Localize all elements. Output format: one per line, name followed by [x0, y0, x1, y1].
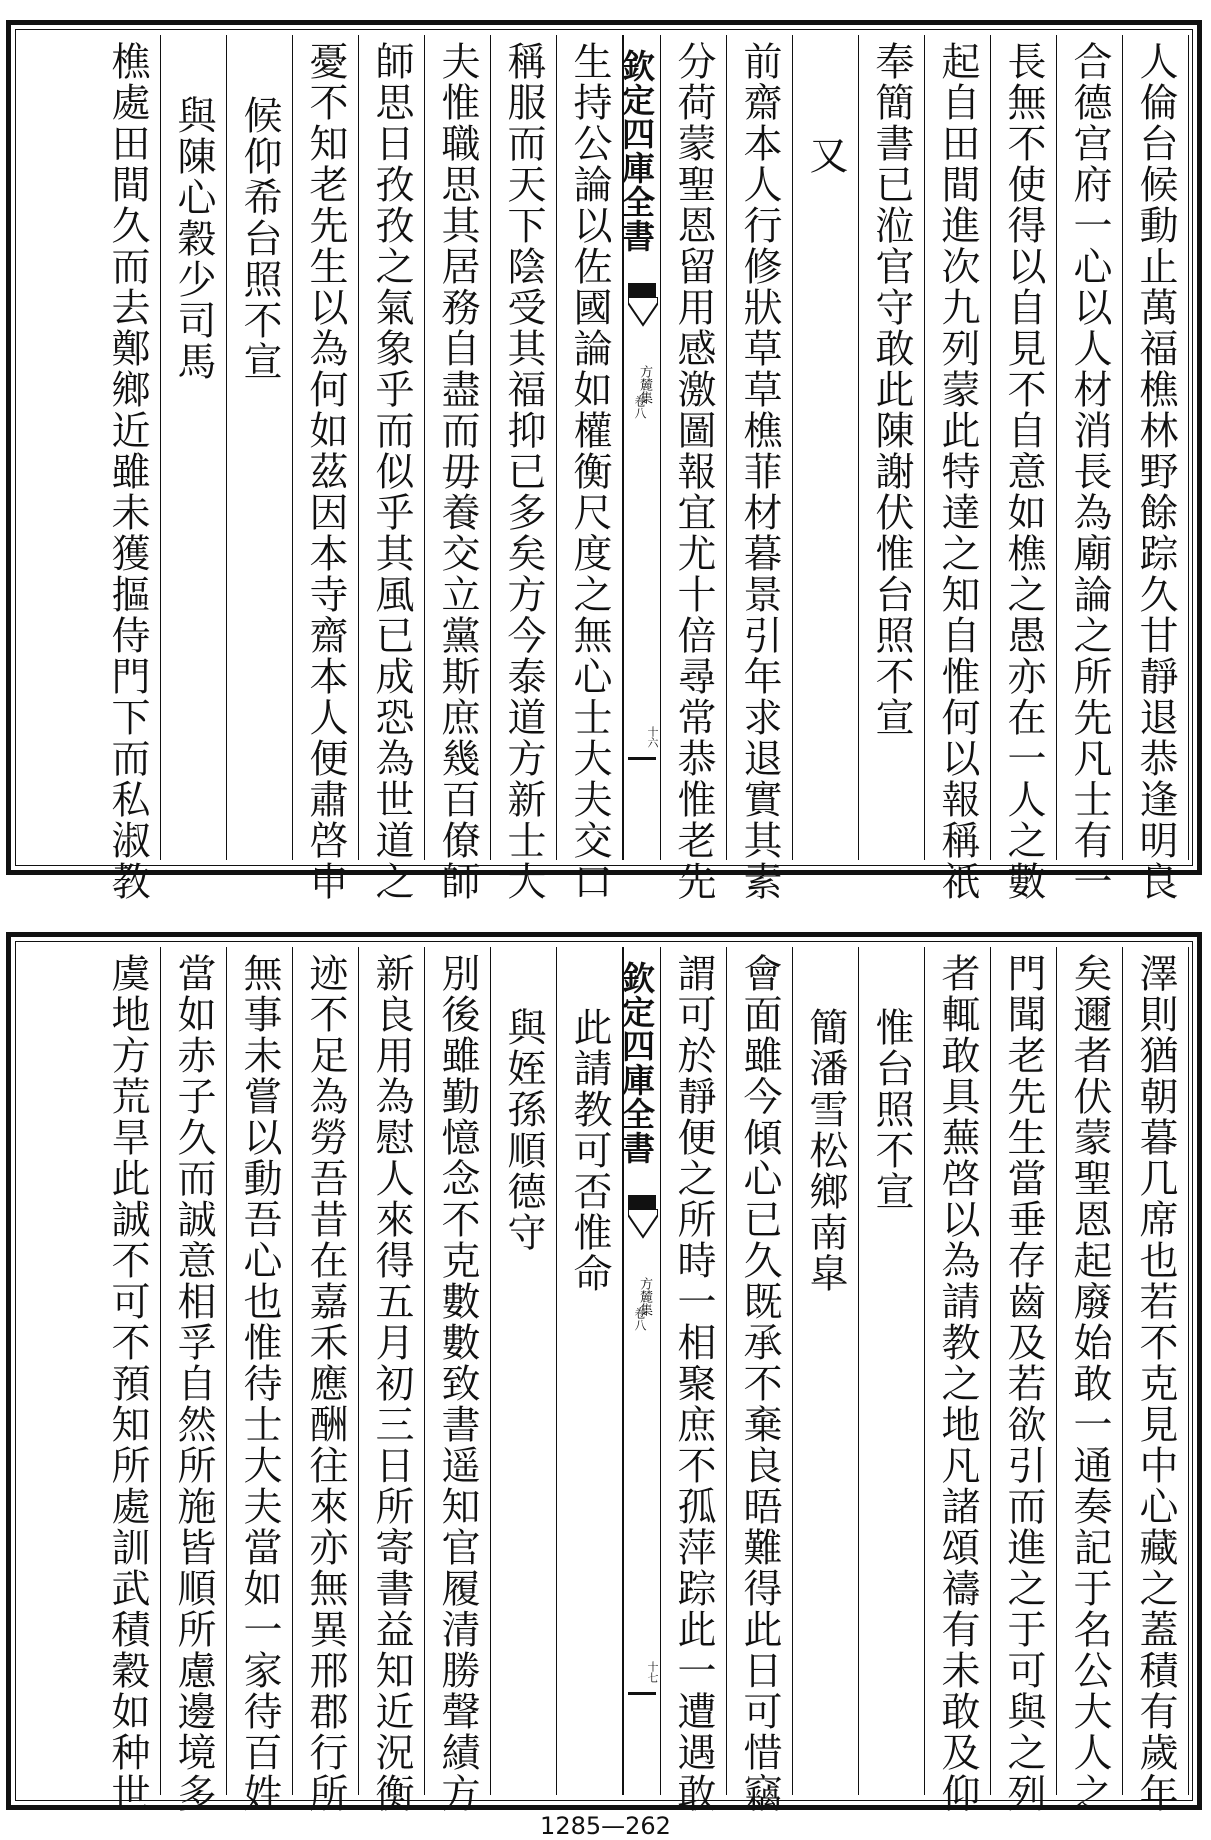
bottom-page-panel — [6, 932, 1202, 1814]
text-column — [161, 947, 227, 1814]
text-column — [661, 35, 727, 902]
column-text: 謂可於靜便之所時一相聚庶不孤萍踪此一遭遇敢 — [671, 953, 716, 1814]
column-text: 合德宫府一心以人材消長為廟論之所先凡士有一 — [1067, 41, 1112, 902]
column-text: 門聞老先生當垂存齒及若欲引而進之于可與之列 — [1001, 953, 1046, 1814]
leaf-rule — [628, 1692, 656, 1695]
text-column — [1123, 947, 1189, 1814]
text-column — [95, 947, 161, 1814]
column-text: 夫惟職思其居務自盡而毋養交立黨斯庶幾百僚師 — [435, 41, 480, 902]
book-name: 方麓集 — [637, 1277, 652, 1316]
text-column — [859, 35, 925, 860]
fishtail-bar — [628, 283, 656, 297]
text-column — [425, 947, 491, 1814]
text-column — [793, 35, 859, 860]
column-text: 澤則猶朝暮几席也若不克見中心藏之蓋積有歲年 — [1133, 953, 1178, 1814]
column-text: 生持公論以佐國論如權衡尺度之無心士大夫交口 — [567, 41, 612, 902]
text-column — [925, 35, 991, 902]
text-column — [991, 947, 1057, 1814]
text-column — [425, 35, 491, 902]
text-column — [991, 35, 1057, 902]
column-text: 會面雖今傾心已久既承不棄良晤難得此日可惜竊 — [737, 953, 782, 1814]
text-column — [557, 35, 623, 902]
series-title: 欽定四庫全書 — [617, 961, 656, 1165]
text-column — [793, 947, 859, 1795]
fishtail-ornament-icon — [628, 297, 658, 337]
column-text: 師思日孜孜之氣象乎而似乎其風已成恐為世道之 — [369, 41, 414, 902]
column-text: 者輒敢具蕪啓以為請教之地凡諸頌禱有未敢及仰 — [935, 953, 980, 1814]
column-text: 此請教可否惟命 — [567, 1007, 612, 1294]
text-column — [727, 35, 793, 902]
text-column — [359, 947, 425, 1814]
column-text: 稱服而天下陰受其福抑已多矣方今泰道方新士大 — [501, 41, 546, 902]
text-column — [95, 35, 161, 902]
text-column — [727, 947, 793, 1814]
column-text: 奉簡書已涖官守敢此陳謝伏惟台照不宣 — [869, 41, 914, 738]
column-text: 簡潘雪松鄉南皐 — [803, 1007, 848, 1294]
column-text: 前齋本人行修狀草草樵菲材暮景引年求退實其素 — [737, 41, 782, 902]
column-text: 與陳心穀少司馬 — [171, 95, 216, 382]
column-text: 矣邇者伏蒙聖恩起廢始敢一通奏記于名公大人之 — [1067, 953, 1112, 1814]
column-text: 迹不足為勞吾昔在嘉禾應酬往來亦無異邢郡行所 — [303, 953, 348, 1814]
footer-page-number: 1285—262 — [540, 1812, 671, 1840]
text-column — [293, 35, 359, 902]
series-title: 欽定四庫全書 — [617, 49, 656, 253]
column-text: 樵處田間久而去鄭鄉近雖未獲摳侍門下而私淑教 — [105, 41, 150, 902]
text-column — [859, 947, 925, 1795]
column-text: 長無不使得以自見不自意如樵之愚亦在一人之數 — [1001, 41, 1046, 902]
column-text: 候仰希台照不宣 — [237, 95, 282, 382]
column-text: 惟台照不宣 — [869, 1007, 914, 1212]
text-column — [161, 35, 227, 860]
text-column — [557, 947, 623, 1795]
fishtail-banner-column — [617, 947, 661, 1795]
book-name: 方麓集 — [637, 365, 652, 404]
column-text: 虞地方荒旱此誠不可不預知所處訓武積穀如种世 — [105, 953, 150, 1814]
text-column — [227, 35, 293, 860]
column-text: 別後雖勤憶念不克數數致書遥知官履清勝聲績方 — [435, 953, 480, 1814]
text-column — [491, 35, 557, 902]
text-column — [925, 947, 991, 1814]
text-column — [491, 947, 557, 1795]
text-column — [661, 947, 727, 1814]
column-text: 起自田間進次九列蒙此特達之知自惟何以報稱祇 — [935, 41, 980, 902]
fishtail-banner-column — [617, 35, 661, 860]
leaf-rule — [628, 757, 656, 760]
volume-label: 卷八 — [633, 1307, 647, 1331]
column-text: 當如赤子久而誠意相孚自然所施皆順所慮邊境多 — [171, 953, 216, 1814]
column-text: 分荷蒙聖恩留用感激圖報宜尤十倍尋常恭惟老先 — [671, 41, 716, 902]
column-text: 無事未嘗以動吾心也惟待士大夫當如一家待百姓 — [237, 953, 282, 1814]
leaf-number: 十六 — [646, 726, 659, 748]
text-column — [359, 35, 425, 902]
text-column — [227, 947, 293, 1814]
leaf-number: 十七 — [646, 1661, 659, 1683]
text-column — [293, 947, 359, 1814]
column-text: 又 — [803, 135, 848, 176]
fishtail-bar — [628, 1195, 656, 1209]
text-column — [1057, 947, 1123, 1814]
volume-label: 卷八 — [633, 395, 647, 419]
column-text: 人倫台候動止萬福樵林野餘踪久甘靜退恭逢明良 — [1133, 41, 1178, 902]
column-text: 與姪孫順德守 — [501, 1007, 546, 1253]
top-page-panel — [6, 20, 1202, 902]
column-text: 憂不知老先生以為何如茲因本寺齋本人便肅啓申 — [303, 41, 348, 902]
text-column — [1123, 35, 1189, 902]
fishtail-ornament-icon — [628, 1209, 658, 1249]
column-text: 新良用為慰人來得五月初三日所寄書益知近況衡 — [369, 953, 414, 1814]
text-column — [1057, 35, 1123, 902]
